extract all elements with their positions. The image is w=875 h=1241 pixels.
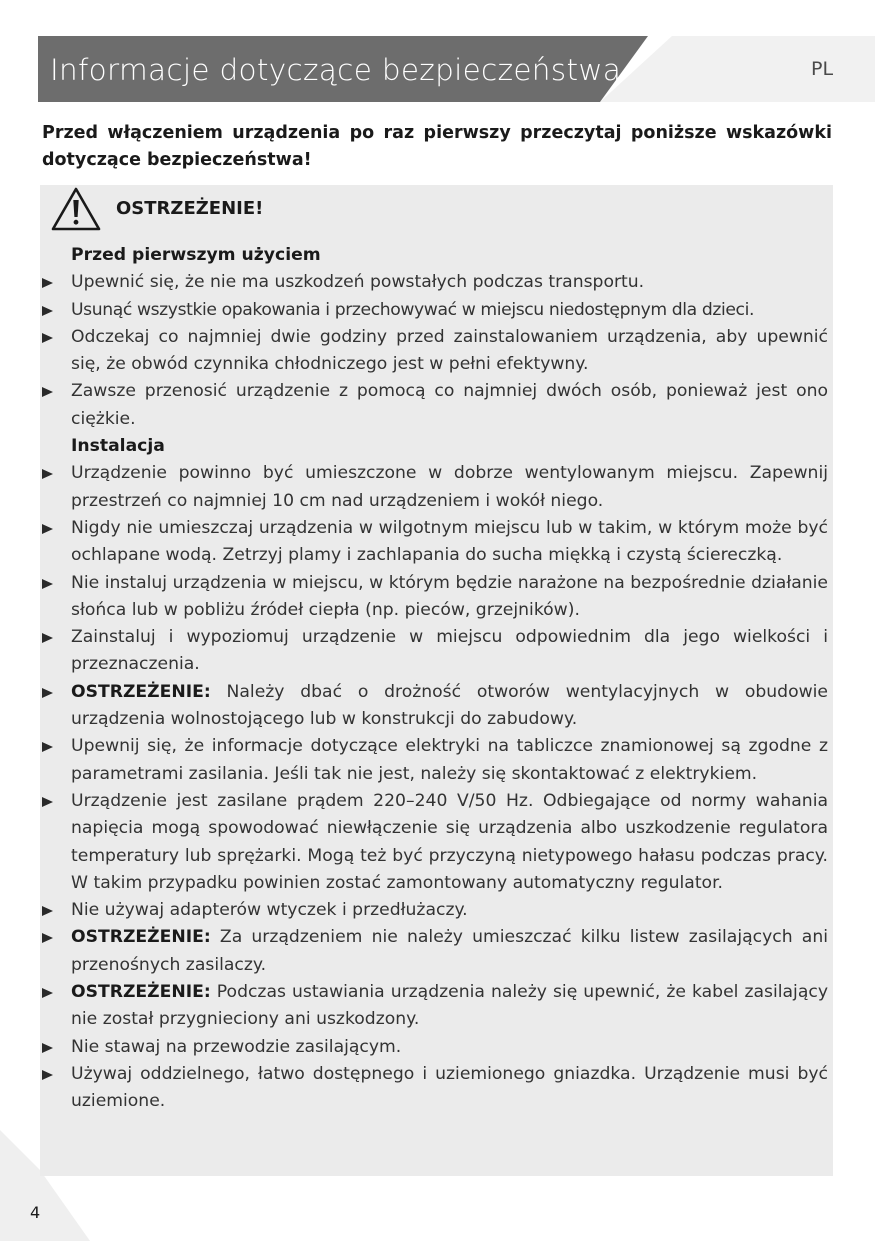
bullet-arrow-icon: [42, 906, 53, 916]
warning-title: OSTRZEŻENIE!: [116, 198, 264, 219]
bullet-arrow-icon: [42, 333, 53, 343]
item-text: Nigdy nie umieszczaj urządzenia w wilgotnym miejscu lub w takim, w którym może być ochlapane wodą. Zetrzyj plamy i zachlapania do sucha miękką i czystą ściereczką.: [71, 517, 828, 566]
list-item: [42, 297, 828, 324]
page-number: 4: [30, 1203, 41, 1222]
bullet-arrow-icon: [42, 387, 53, 397]
bullet-arrow-icon: [42, 688, 53, 698]
list-item: [42, 378, 828, 433]
item-text: Upewnij się, że informacje dotyczące elektryki na tabliczce znamionowej są zgodne z parametrami zasilania. Jeśli tak nie jest, należy się skontaktować z elektrykiem.: [71, 736, 828, 784]
item-text: Podczas ustawiania urządzenia należy się upewnić, że kabel zasilający nie został przygnieciony ani uszkodzony.: [71, 982, 828, 1030]
bullet-arrow-icon: [42, 797, 53, 807]
intro-text: Przed włączeniem urządzenia po raz pierwszy przeczytaj poniższe wskazówki dotyczące bezpieczeństwa!: [42, 123, 832, 170]
bullet-arrow-icon: [42, 306, 53, 316]
item-text: Nie instaluj urządzenia w miejscu, w którym będzie narażone na bezpośrednie działanie słońca lub w pobliżu źródeł ciepła (np. pieców, grzejników).: [71, 572, 828, 620]
item-text: Należy dbać o drożność otworów wentylacyjnych w obudowie urządzenia wolnostojącego lub w konstrukcji do zabudowy.: [71, 681, 828, 730]
bullet-arrow-icon: [42, 579, 53, 589]
item-text: Używaj oddzielnego, łatwo dostępnego i uziemionego gniazdka. Urządzenie musi być uziemione.: [71, 1063, 828, 1112]
item-text: Zawsze przenosić urządzenie z pomocą co najmniej dwóch osób, ponieważ jest ono ciężkie.: [71, 381, 828, 429]
list-item: [42, 679, 828, 734]
bullet-arrow-icon: [42, 1043, 53, 1053]
warning-label: OSTRZEŻENIE:: [71, 681, 211, 702]
bullet-arrow-icon: [42, 933, 53, 943]
list-item: [42, 624, 828, 679]
bullet-arrow-icon: [42, 633, 53, 643]
list-item: [42, 324, 828, 379]
list-item: [42, 733, 828, 788]
item-text: Urządzenie powinno być umieszczone w dobrze wentylowanym miejscu. Zapewnij przestrzeń co najmniej 10 cm nad urządzeniem i wokół niego.: [71, 463, 828, 511]
safety-content: [42, 242, 828, 1116]
section-heading: Instalacja: [71, 436, 165, 457]
item-text: Urządzenie jest zasilane prądem 220–240 V/50 Hz. Odbiegające od normy wahania napięcia mogą spowodować niewłączenie się urządzenia albo uszkodzenie regulatora temperatury lub sprężarki. Mogą też być przyczyną nietypowego hałasu podczas pracy. W takim przypadku powinien zostać zamontowany automatyczny regulator.: [71, 790, 828, 893]
bullet-arrow-icon: [42, 469, 53, 479]
warning-label: OSTRZEŻENIE:: [71, 927, 211, 948]
list-item: [42, 1034, 828, 1061]
list-item: [42, 460, 828, 515]
page-title: Informacje dotyczące bezpieczeństwa: [50, 53, 622, 87]
bullet-arrow-icon: [42, 524, 53, 534]
bullet-arrow-icon: [42, 1070, 53, 1080]
bullet-arrow-icon: [42, 742, 53, 752]
list-item: [42, 570, 828, 625]
list-item: [42, 269, 828, 296]
list-item: [42, 515, 828, 570]
item-text: Zainstaluj i wypoziomuj urządzenie w miejscu odpowiednim dla jego wielkości i przeznaczenia.: [71, 627, 828, 675]
item-text: Nie używaj adapterów wtyczek i przedłużaczy.: [71, 900, 468, 921]
bullet-arrow-icon: [42, 278, 53, 288]
item-text: Upewnić się, że nie ma uszkodzeń powstałych podczas transportu.: [71, 272, 645, 293]
list-item: [42, 979, 828, 1034]
warning-triangle-icon: [50, 186, 102, 232]
item-text: Za urządzeniem nie należy umieszczać kilku listew zasilających ani przenośnych zasilaczy.: [71, 927, 828, 975]
warning-label: OSTRZEŻENIE:: [71, 982, 211, 1003]
section-heading: Przed pierwszym użyciem: [71, 245, 321, 265]
language-label: PL: [811, 58, 834, 80]
item-text: Nie stawaj na przewodzie zasilającym.: [71, 1036, 402, 1057]
list-item: [42, 897, 828, 924]
bullet-arrow-icon: [42, 988, 53, 998]
list-item: [42, 924, 828, 979]
list-item: [42, 1061, 828, 1116]
list-item: [42, 788, 828, 897]
item-text: Odczekaj co najmniej dwie godziny przed zainstalowaniem urządzenia, aby upewnić się, że obwód czynnika chłodniczego jest w pełni efektywny.: [71, 326, 828, 375]
item-text: Usunąć wszystkie opakowania i przechowywać w miejscu niedostępnym dla dzieci.: [71, 299, 755, 320]
